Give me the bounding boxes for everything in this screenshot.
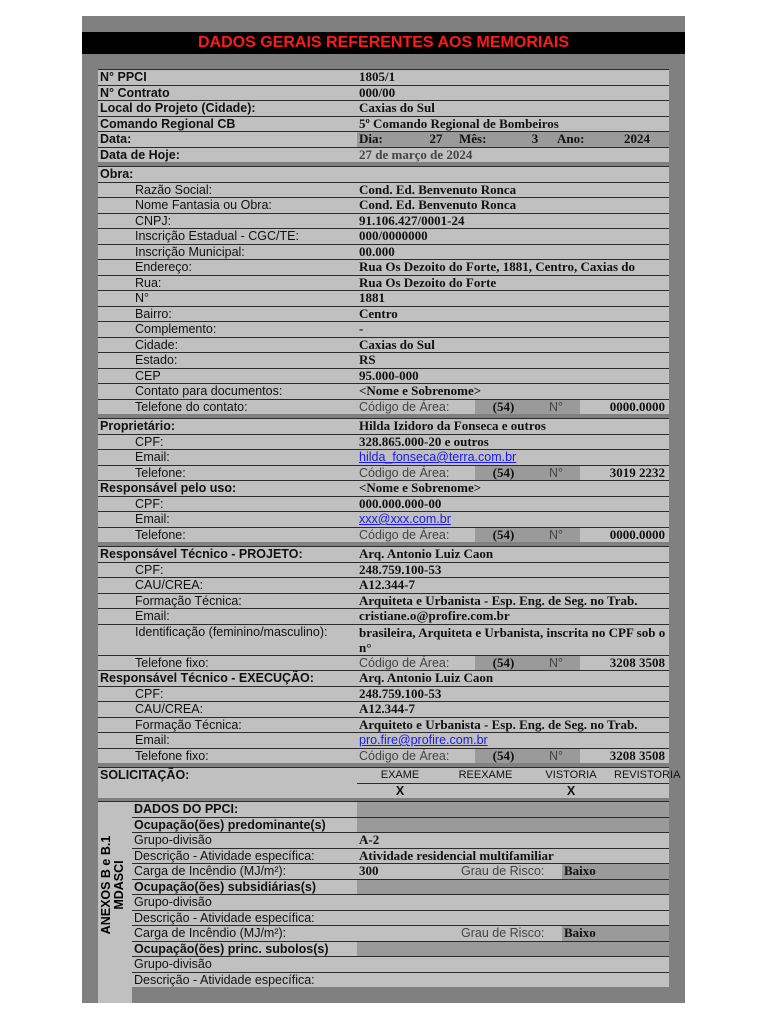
use-responsible-phone-area-value: (54)	[475, 527, 532, 543]
technical-responsible-project-value[interactable]: Arq. Antonio Luiz Caon	[357, 546, 669, 562]
city-label: Cidade:	[98, 337, 357, 353]
use-responsible-cpf-value[interactable]: 000.000.000-00	[357, 496, 669, 512]
predominant-group-label: Grupo-divisão	[132, 832, 357, 848]
cnpj-label: CNPJ:	[98, 213, 357, 229]
technical-responsible-execution-value[interactable]: Arq. Antonio Luiz Caon	[357, 670, 669, 686]
subsidiary-risk-label: Grau de Risco:	[459, 925, 562, 941]
obra-section-value	[357, 166, 669, 182]
owner-value[interactable]: Hilda Izidoro da Fonseca e outros	[357, 418, 669, 434]
request-checkbox-vistoria[interactable]: X	[528, 783, 614, 799]
street-value[interactable]: Rua Os Dezoito do Forte	[357, 275, 669, 291]
request-checkbox-revistoria[interactable]	[614, 783, 669, 799]
year-value[interactable]: 2024	[605, 131, 669, 147]
technical-responsible-project-training-label: Formação Técnica:	[98, 593, 357, 609]
technical-responsible-execution-phone-num-label: N°	[532, 748, 580, 764]
cnpj-value[interactable]: 91.106.427/0001-24	[357, 213, 669, 229]
section-divider	[98, 162, 669, 165]
subsidiary-occupancy-value	[357, 879, 669, 895]
section-divider	[98, 414, 669, 417]
form-grid	[98, 69, 681, 1003]
technical-responsible-project-phone-label: Telefone fixo:	[98, 655, 357, 671]
technical-responsible-project-label: Responsável Técnico - PROJETO:	[98, 546, 357, 562]
technical-responsible-project-phone-num-label: N°	[532, 655, 580, 671]
neighborhood-value[interactable]: Centro	[357, 306, 669, 322]
predominant-risk-value[interactable]: Baixo	[562, 863, 669, 879]
today-date-value: 27 de março de 2024	[357, 147, 669, 163]
street-label: Rua:	[98, 275, 357, 291]
ppci-data-label: DADOS DO PPCI:	[132, 801, 357, 817]
technical-responsible-project-phone-area-value: (54)	[475, 655, 532, 671]
subsidiary-description-value[interactable]	[357, 910, 669, 926]
predominant-group-value[interactable]: A-2	[357, 832, 669, 848]
zip-code-label: CEP	[98, 368, 357, 384]
day-value[interactable]: 27	[415, 131, 457, 147]
technical-responsible-execution-email-value[interactable]: pro.fire@profire.com.br	[357, 732, 669, 748]
section-divider	[98, 763, 669, 766]
request-checkbox-reexame[interactable]	[443, 783, 528, 799]
municipal-registration-value[interactable]: 00.000	[357, 244, 669, 260]
basement-occupancy-label: Ocupação(ões) princ. subolos(s)	[132, 941, 357, 957]
annexes-sidebar	[98, 801, 132, 1003]
technical-responsible-execution-training-value[interactable]: Arquiteto e Urbanista - Esp. Eng. de Seg. no Trab.	[357, 717, 669, 733]
project-city-value: Caxias do Sul	[357, 100, 669, 116]
subsidiary-description-label: Descrição - Atividade específica:	[132, 910, 357, 926]
predominant-fire-load-value[interactable]: 300	[357, 863, 459, 879]
today-date-label: Data de Hoje:	[98, 147, 357, 163]
request-option-reexame: REEXAME	[443, 767, 528, 783]
municipal-registration-label: Inscrição Municipal:	[98, 244, 357, 260]
technical-responsible-execution-phone-area-value: (54)	[475, 748, 532, 764]
address-label: Endereço:	[98, 259, 357, 275]
section-divider	[98, 542, 669, 545]
contact-phone-label: Telefone do contato:	[98, 399, 357, 415]
company-name-value[interactable]: Cond. Ed. Benvenuto Ronca	[357, 182, 669, 198]
technical-responsible-project-identification-label: Identificação (feminino/masculino):	[98, 624, 357, 655]
technical-responsible-execution-cpf-label: CPF:	[98, 686, 357, 702]
month-value[interactable]: 3	[515, 131, 555, 147]
subsidiary-fire-load-value[interactable]	[357, 925, 459, 941]
trade-name-value[interactable]: Cond. Ed. Benvenuto Ronca	[357, 197, 669, 213]
subsidiary-group-value[interactable]	[357, 894, 669, 910]
address-value[interactable]: Rua Os Dezoito do Forte, 1881, Centro, Caxias do	[357, 259, 669, 275]
technical-responsible-project-phone-num-value[interactable]: 3208 3508	[580, 655, 669, 671]
use-responsible-email-value[interactable]: xxx@xxx.com.br	[357, 511, 669, 527]
predominant-description-label: Descrição - Atividade específica:	[132, 848, 357, 864]
annexes-sidebar-label: ANEXOS B e B.1 MDASCI	[99, 835, 126, 935]
technical-responsible-execution-phone-area-label: Código de Área:	[357, 748, 475, 764]
use-responsible-email-label: Email:	[98, 511, 357, 527]
technical-responsible-execution-phone-label: Telefone fixo:	[98, 748, 357, 764]
technical-responsible-project-email-value[interactable]: cristiane.o@profire.com.br	[357, 608, 669, 624]
company-name-label: Razão Social:	[98, 182, 357, 198]
technical-responsible-project-phone-area-label: Código de Área:	[357, 655, 475, 671]
request-option-revistoria: REVISTORIA	[614, 769, 681, 781]
use-responsible-label: Responsável pelo uso:	[98, 480, 357, 496]
contact-phone-area-label: Código de Área:	[357, 399, 475, 415]
owner-phone-area-value: (54)	[475, 465, 532, 481]
date-label: Data:	[98, 131, 357, 147]
spreadsheet-sheet	[82, 16, 685, 1003]
zip-code-value[interactable]: 95.000-000	[357, 368, 669, 384]
basement-occupancy-value	[357, 941, 669, 957]
technical-responsible-project-training-value[interactable]: Arquiteta e Urbanista - Esp. Eng. de Seg. no Trab.	[357, 593, 669, 609]
technical-responsible-execution-training-label: Formação Técnica:	[98, 717, 357, 733]
ppci-number-value: 1805/1	[357, 69, 669, 85]
complement-value[interactable]: -	[357, 321, 669, 337]
predominant-fire-load-label: Carga de Incêndio (MJ/m²):	[132, 863, 357, 879]
basement-description-label: Descrição - Atividade específica:	[132, 972, 357, 988]
obra-section-label: Obra:	[98, 166, 357, 182]
subsidiary-occupancy-label: Ocupação(ões) subsidiárias(s)	[132, 879, 357, 895]
owner-phone-area-label: Código de Área:	[357, 465, 475, 481]
basement-description-value[interactable]	[357, 972, 669, 988]
technical-responsible-project-identification-value[interactable]: brasileira, Arquiteta e Urbanista, inscrita no CPF sob o n°	[357, 624, 669, 655]
contract-number-label: N° Contrato	[98, 85, 357, 101]
complement-label: Complemento:	[98, 321, 357, 337]
regional-command-label: Comando Regional CB	[98, 116, 357, 132]
document-contact-label: Contato para documentos:	[98, 383, 357, 399]
owner-phone-label: Telefone:	[98, 465, 357, 481]
owner-cpf-value[interactable]: 328.865.000-20 e outros	[357, 434, 669, 450]
ppci-data-value	[357, 801, 669, 817]
predominant-occupancy-value	[357, 817, 669, 833]
technical-responsible-project-cpf-label: CPF:	[98, 562, 357, 578]
page-title: DADOS GERAIS REFERENTES AOS MEMORIAIS	[82, 32, 685, 54]
subsidiary-group-label: Grupo-divisão	[132, 894, 357, 910]
owner-phone-num-label: N°	[532, 465, 580, 481]
technical-responsible-project-cau-crea-value[interactable]: A12.344-7	[357, 577, 669, 593]
technical-responsible-execution-cau-crea-value[interactable]: A12.344-7	[357, 701, 669, 717]
day-label: Dia:	[357, 131, 415, 147]
technical-responsible-execution-cpf-value[interactable]: 248.759.100-53	[357, 686, 669, 702]
document-contact-value[interactable]: <Nome e Sobrenome>	[357, 383, 669, 399]
contact-phone-area-value: (54)	[475, 399, 532, 415]
owner-email-label: Email:	[98, 449, 357, 465]
owner-cpf-label: CPF:	[98, 434, 357, 450]
request-option-vistoria: VISTORIA	[528, 767, 614, 783]
street-number-label: N°	[98, 290, 357, 306]
predominant-occupancy-label: Ocupação(ões) predominante(s)	[132, 817, 357, 833]
city-value[interactable]: Caxias do Sul	[357, 337, 669, 353]
technical-responsible-execution-phone-num-value[interactable]: 3208 3508	[580, 748, 669, 764]
technical-responsible-project-email-label: Email:	[98, 608, 357, 624]
owner-phone-num-value[interactable]: 3019 2232	[580, 465, 669, 481]
predominant-description-value[interactable]: Atividade residencial multifamiliar	[357, 848, 669, 864]
ppci-number-label: N° PPCI	[98, 69, 357, 85]
subsidiary-risk-value[interactable]: Baixo	[562, 925, 669, 941]
contact-phone-num-value[interactable]: 0000.0000	[580, 399, 669, 415]
request-option-exame: EXAME	[357, 767, 443, 783]
technical-responsible-project-cau-crea-label: CAU/CREA:	[98, 577, 357, 593]
neighborhood-label: Bairro:	[98, 306, 357, 322]
technical-responsible-execution-label: Responsável Técnico - EXECUÇÃO:	[98, 670, 357, 686]
contact-phone-num-label: N°	[532, 399, 580, 415]
project-city-label: Local do Projeto (Cidade):	[98, 100, 357, 116]
trade-name-label: Nome Fantasia ou Obra:	[98, 197, 357, 213]
use-responsible-phone-label: Telefone:	[98, 527, 357, 543]
basement-group-value[interactable]	[357, 956, 669, 972]
street-number-value[interactable]: 1881	[357, 290, 669, 306]
use-responsible-phone-num-value[interactable]: 0000.0000	[580, 527, 669, 543]
state-value[interactable]: RS	[357, 352, 669, 368]
owner-label: Proprietário:	[98, 418, 357, 434]
state-registration-label: Inscrição Estadual - CGC/TE:	[98, 228, 357, 244]
use-responsible-value[interactable]: <Nome e Sobrenome>	[357, 480, 669, 496]
state-registration-value[interactable]: 000/0000000	[357, 228, 669, 244]
technical-responsible-execution-cau-crea-label: CAU/CREA:	[98, 701, 357, 717]
request-label: SOLICITAÇÃO:	[98, 767, 357, 798]
request-checkbox-exame[interactable]: X	[357, 783, 443, 799]
use-responsible-phone-area-label: Código de Área:	[357, 527, 475, 543]
predominant-risk-label: Grau de Risco:	[459, 863, 562, 879]
basement-group-label: Grupo-divisão	[132, 956, 357, 972]
state-label: Estado:	[98, 352, 357, 368]
subsidiary-fire-load-label: Carga de Incêndio (MJ/m²):	[132, 925, 357, 941]
contract-number-value: 000/00	[357, 85, 669, 101]
month-label: Mês:	[457, 131, 515, 147]
use-responsible-cpf-label: CPF:	[98, 496, 357, 512]
regional-command-value: 5º Comando Regional de Bombeiros	[357, 116, 669, 132]
technical-responsible-execution-email-label: Email:	[98, 732, 357, 748]
year-label: Ano:	[555, 131, 605, 147]
use-responsible-phone-num-label: N°	[532, 527, 580, 543]
technical-responsible-project-cpf-value[interactable]: 248.759.100-53	[357, 562, 669, 578]
owner-email-value[interactable]: hilda_fonseca@terra.com.br	[357, 449, 669, 465]
